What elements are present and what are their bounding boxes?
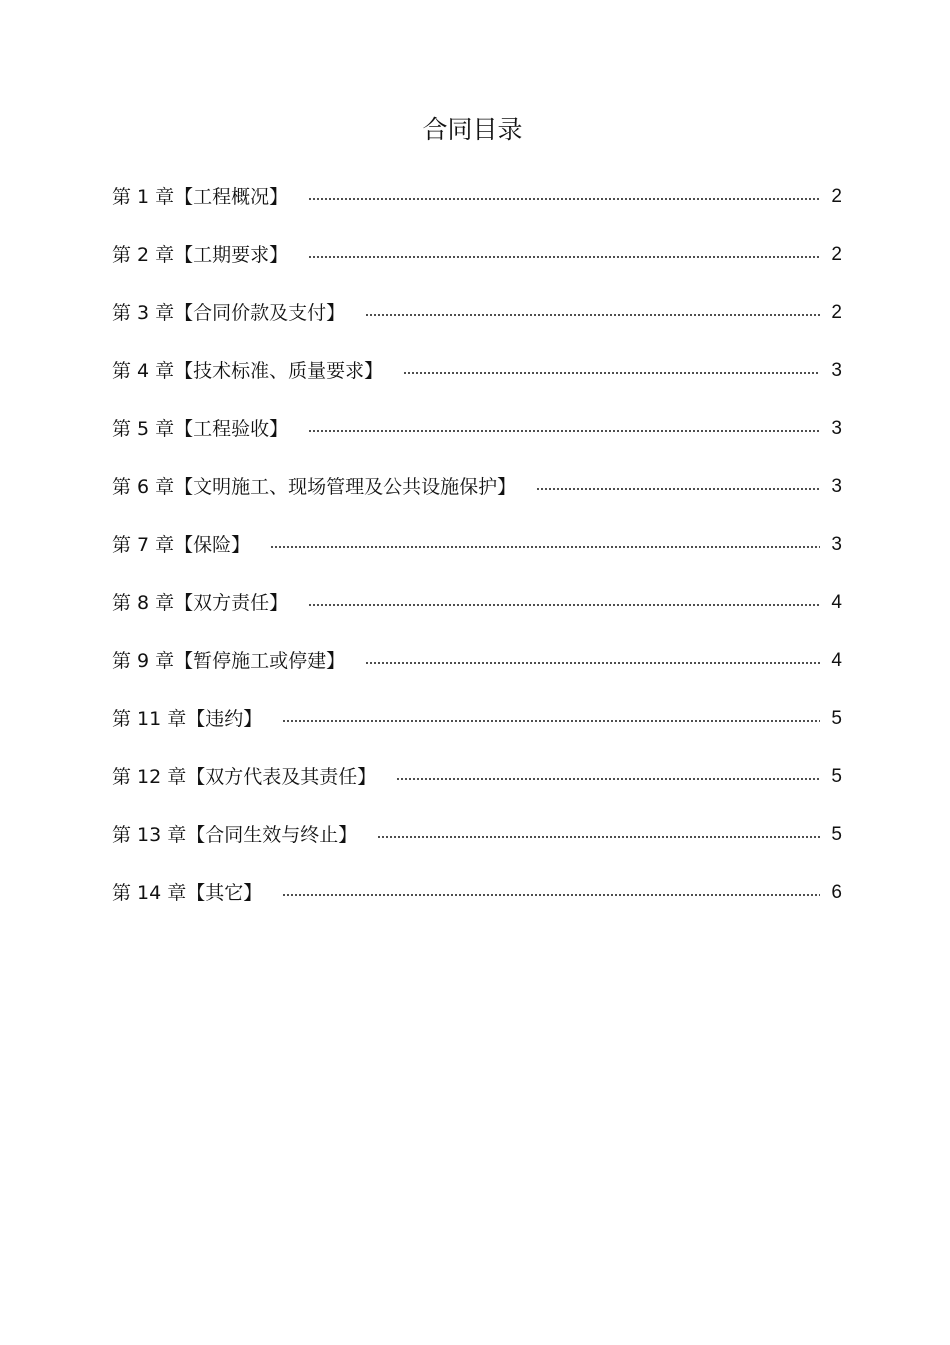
table-of-contents (112, 168, 842, 922)
toc-entry-label: 第 6 章【文明施工、现场管理及公共设施保护】 (112, 476, 517, 498)
toc-dot-leader (282, 894, 820, 896)
toc-entry-label: 第 12 章【双方代表及其责任】 (112, 766, 377, 788)
toc-entry-label: 第 8 章【双方责任】 (112, 592, 289, 614)
toc-dot-leader (308, 198, 820, 200)
toc-entry[interactable] (112, 690, 842, 748)
toc-page-number: 3 (831, 360, 842, 381)
toc-entry-label: 第 5 章【工程验收】 (112, 418, 289, 440)
toc-page-number: 2 (831, 186, 842, 207)
toc-page-number: 3 (831, 418, 842, 439)
toc-entry-label: 第 7 章【保险】 (112, 534, 251, 556)
toc-dot-leader (308, 256, 820, 258)
toc-page-number: 4 (831, 592, 842, 613)
toc-page-number: 4 (831, 650, 842, 671)
toc-page-number: 3 (831, 534, 842, 555)
toc-dot-leader (282, 720, 820, 722)
toc-dot-leader (308, 604, 820, 606)
toc-entry[interactable] (112, 458, 842, 516)
toc-entry-label: 第 1 章【工程概况】 (112, 186, 289, 208)
toc-page-number: 5 (831, 766, 842, 787)
toc-entry-label: 第 14 章【其它】 (112, 882, 263, 904)
toc-entry[interactable] (112, 168, 842, 226)
toc-entry[interactable] (112, 226, 842, 284)
toc-page-number: 2 (831, 302, 842, 323)
toc-entry-label: 第 4 章【技术标准、质量要求】 (112, 360, 384, 382)
toc-entry-label: 第 9 章【暂停施工或停建】 (112, 650, 346, 672)
toc-entry[interactable] (112, 864, 842, 922)
toc-dot-leader (365, 662, 820, 664)
toc-entry[interactable] (112, 748, 842, 806)
toc-page-number: 5 (831, 708, 842, 729)
toc-entry[interactable] (112, 806, 842, 864)
toc-entry-label: 第 3 章【合同价款及支付】 (112, 302, 346, 324)
toc-entry-label: 第 2 章【工期要求】 (112, 244, 289, 266)
toc-page-number: 5 (831, 824, 842, 845)
toc-dot-leader (270, 546, 820, 548)
toc-dot-leader (365, 314, 820, 316)
toc-entry-label: 第 13 章【合同生效与终止】 (112, 824, 358, 846)
toc-dot-leader (396, 778, 820, 780)
toc-dot-leader (403, 372, 820, 374)
toc-page-number: 2 (831, 244, 842, 265)
toc-page-number: 3 (831, 476, 842, 497)
toc-dot-leader (536, 488, 820, 490)
toc-dot-leader (377, 836, 820, 838)
toc-entry[interactable] (112, 632, 842, 690)
toc-entry[interactable] (112, 342, 842, 400)
toc-entry-label: 第 11 章【违约】 (112, 708, 263, 730)
toc-dot-leader (308, 430, 820, 432)
page-title: 合同目录 (422, 115, 523, 144)
toc-entry[interactable] (112, 516, 842, 574)
toc-entry[interactable] (112, 400, 842, 458)
toc-page-number: 6 (831, 882, 842, 903)
toc-entry[interactable] (112, 284, 842, 342)
toc-entry[interactable] (112, 574, 842, 632)
